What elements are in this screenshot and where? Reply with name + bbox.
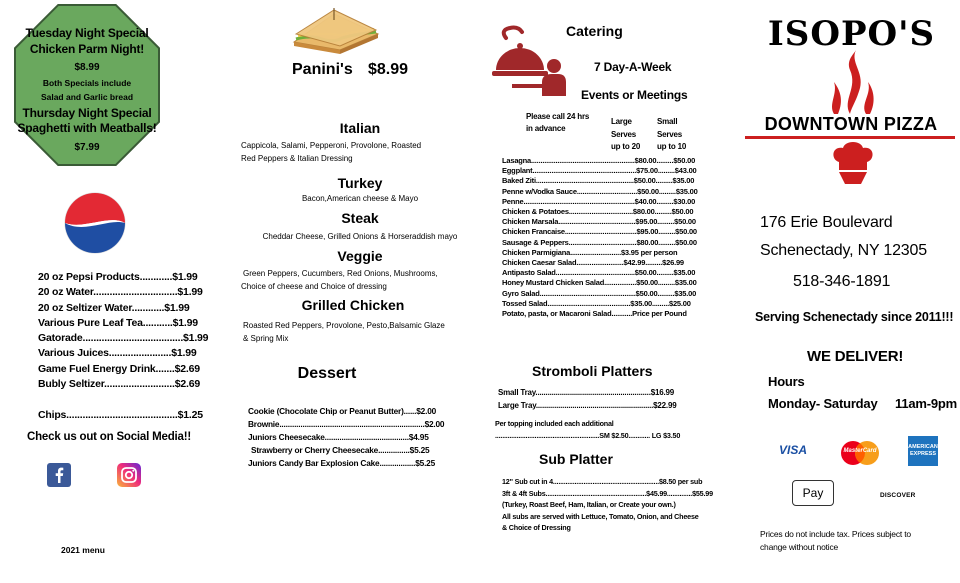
drink-item: 20 oz Pepsi Products............$1.99: [38, 271, 198, 283]
panini-item-name: Turkey: [337, 175, 383, 191]
thursday-item: Spaghetti with Meatballs!: [17, 121, 157, 135]
address-line-2: Schenectady, NY 12305: [760, 242, 927, 259]
catering-title: Catering: [566, 23, 623, 39]
catering-events: Events or Meetings: [581, 88, 688, 102]
catering-icon: [492, 24, 568, 96]
catering-row: Chicken Francaise......................................$95.00.........$50.00: [502, 227, 697, 237]
panini-item-desc: Roasted Red Peppers, Provolone, Pesto,Balsamic Glaze: [243, 321, 445, 330]
logo-top-text: ISOPO'S: [767, 14, 936, 54]
header-line: Serves: [611, 129, 637, 139]
note-line: change without notice: [760, 542, 839, 552]
call-line: Please call 24 hrs: [526, 112, 590, 121]
catering-row: Penne...........................................................$40.00.........$30.00: [502, 196, 696, 206]
logo-bottom-text: DOWNTOWN PIZZA: [764, 114, 938, 134]
drink-item: Gatorade.....................................$1.99: [38, 332, 209, 344]
hours-time: 11am-9pm: [895, 396, 957, 411]
catering-row: Eggplant.......................................................$75.00.........$43.00: [502, 166, 697, 176]
address-line-1: 176 Erie Boulevard: [760, 214, 893, 231]
drink-item: Various Pure Leaf Tea...........$1.99: [38, 317, 198, 329]
panini-item-name: Veggie: [337, 248, 383, 264]
catering-row: Chicken Marsala.........................................$95.00.........$50.00: [502, 217, 696, 227]
chips-item: Chips.........................................$1.25: [38, 409, 203, 421]
catering-days: 7 Day-A-Week: [594, 60, 672, 74]
drink-item: Game Fuel Energy Drink.......$2.69: [38, 363, 200, 375]
dessert-list: [248, 405, 444, 470]
facebook-icon[interactable]: [47, 463, 71, 487]
panini-item-desc: Red Peppers & Italian Dressing: [241, 154, 353, 163]
we-deliver: WE DELIVER!: [807, 348, 904, 365]
catering-row: Chicken Parmigiana...........................$3.95 per person: [502, 247, 678, 257]
topping-line: Per topping included each additional: [495, 419, 614, 428]
column-drinks: [0, 0, 240, 583]
instagram-icon[interactable]: [117, 463, 141, 487]
small-tray-header: [657, 116, 686, 154]
catering-row: Sausage & Peppers....................................$80.00.........$50.00: [502, 237, 697, 247]
sub-line: (Turkey, Roast Beef, Ham, Italian, or Create your own.): [502, 500, 676, 509]
discover-icon: DISCOVER: [880, 492, 916, 499]
panini-item-name: Italian: [339, 120, 381, 136]
amex-icon: AMERICAN EXPRESS: [908, 436, 938, 466]
stromboli-list: [498, 386, 676, 412]
dessert-item: Juniors Cheesecake........................................$4.95: [248, 432, 429, 442]
visa-icon: VISA: [778, 443, 807, 457]
drink-item: Bubly Seltizer..........................$2.69: [38, 378, 200, 390]
header-line: up to 10: [657, 142, 687, 151]
call-ahead-note: [526, 111, 589, 135]
dessert-title: Dessert: [297, 365, 357, 382]
tuesday-item: Chicken Parm Night!: [29, 42, 145, 56]
mastercard-label: MasterCard: [843, 448, 877, 454]
drink-item: 20 oz Water...............................$1.99: [38, 286, 203, 298]
catering-row: Chicken Caesar Salad.........................$42.99.........$26.99: [502, 258, 684, 268]
social-text: Check us out on Social Media!!: [27, 431, 191, 443]
stromboli-item: Large Tray..........................................................$22.99: [498, 401, 677, 410]
header-line: up to 20: [611, 142, 641, 151]
catering-row: Potato, pasta, or Macaroni Salad...........Price per Pound: [502, 309, 687, 319]
panini-item-name: Steak: [341, 210, 379, 226]
sub-platter-title: Sub Platter: [539, 451, 613, 467]
catering-row: Tossed Salad............................................$35.00.........$25.00: [502, 298, 691, 308]
dessert-item: Juniors Candy Bar Explosion Cake.................$5.25: [248, 458, 436, 468]
sub-line: 3ft & 4ft Subs........................................................$45.99..............$55.99: [502, 488, 713, 498]
catering-table: [502, 156, 698, 319]
hours-label: Hours: [768, 374, 805, 389]
logo-divider: [745, 136, 955, 139]
panini-item-desc: Cappicola, Salami, Pepperoni, Provolone, Roasted: [241, 141, 422, 150]
catering-row: Penne w/Vodka Sauce................................$50.00.........$35.00: [502, 186, 698, 196]
flame-icon: [820, 48, 880, 118]
panini-item-name: Grilled Chicken: [301, 297, 405, 313]
panini-item-desc: Green Peppers, Cucumbers, Red Onions, Mushrooms,: [243, 269, 438, 278]
panini-item-desc: Cheddar Cheese, Grilled Onions & Horseraddish mayo: [262, 232, 458, 241]
both-specials-line2: Salad and Garlic bread: [40, 92, 134, 102]
column-info: [740, 0, 960, 583]
chef-hat-icon: [831, 140, 875, 188]
isopos-logo: [745, 4, 955, 202]
dessert-item: Strawberry or Cherry Cheesecake...............$5.25: [251, 445, 430, 455]
dessert-item: Cookie (Chocolate Chip or Peanut Butter)......$2.00: [248, 406, 437, 416]
phone-number[interactable]: 518-346-1891: [793, 273, 891, 290]
header-line: Small: [657, 117, 678, 126]
topping-line: ..........................................................SM $2.50............ LG $3.50: [495, 431, 681, 440]
apple-pay-label: Pay: [802, 486, 824, 500]
note-line: Prices do not include tax. Prices subject to: [760, 529, 911, 539]
sub-line: 12" Sub cut in 4...........................................................$8.50 per sub: [502, 477, 703, 486]
panini-item-desc: Bacon,American cheese & Mayo: [301, 194, 419, 203]
apple-pay-icon: [792, 480, 834, 506]
drink-item: Various Juices.......................$1.99: [38, 347, 197, 359]
catering-row: Chicken & Potatoes..................................$80.00.........$50.00: [502, 207, 694, 217]
sub-line: All subs are served with Lettuce, Tomato, Onion, and Cheese: [502, 511, 699, 521]
hours-days: Monday- Saturday: [768, 396, 878, 411]
special-price-1: $8.99: [74, 62, 100, 73]
sandwich-icon: [290, 8, 384, 56]
price-note: [760, 528, 911, 554]
catering-row: Antipasto Salad..........................................$50.00.........$35.00: [502, 268, 696, 278]
panini-item-desc: & Spring Mix: [243, 334, 289, 343]
sub-line: & Choice of Dressing: [502, 523, 571, 532]
header-line: Serves: [657, 129, 683, 139]
drink-item: 20 oz Seltizer Water............$1.99: [38, 302, 190, 314]
catering-row: Lasagna.......................................................$80.00.........$50.00: [502, 156, 696, 165]
panini-item-desc: Choice of cheese and Choice of dressing: [241, 282, 387, 291]
topping-note: [495, 418, 680, 442]
thursday-title: Thursday Night Special: [22, 106, 152, 120]
column-panini: [240, 0, 480, 583]
both-specials-line1: Both Specials include: [42, 78, 132, 88]
panini-price: $8.99: [368, 61, 409, 78]
catering-row: Baked Ziti....................................................$50.00.........$35.00: [502, 176, 695, 186]
pepsi-logo-icon: [64, 192, 126, 254]
catering-row: Gyro Salad...................................................$50.00.........$35.00: [502, 288, 697, 298]
tuesday-title: Tuesday Night Special: [25, 26, 149, 40]
mastercard-icon: [838, 440, 882, 466]
special-price-2: $7.99: [74, 142, 100, 153]
large-tray-header: [611, 116, 640, 154]
dessert-item: Brownie.....................................................................$2.00: [248, 419, 445, 429]
stromboli-title: Stromboli Platters: [532, 363, 653, 379]
catering-row: Honey Mustard Chicken Salad.................$50.00.........$35.00: [502, 278, 697, 288]
call-line: in advance: [526, 124, 566, 133]
stromboli-item: Small Tray.........................................................$16.99: [498, 388, 674, 397]
header-line: Large: [611, 117, 632, 126]
menu-year: 2021 menu: [61, 545, 105, 555]
serving-since: Serving Schenectady since 2011!!!: [755, 310, 954, 324]
panini-title: Panini's: [292, 61, 353, 78]
sub-platter-list: [502, 476, 713, 534]
